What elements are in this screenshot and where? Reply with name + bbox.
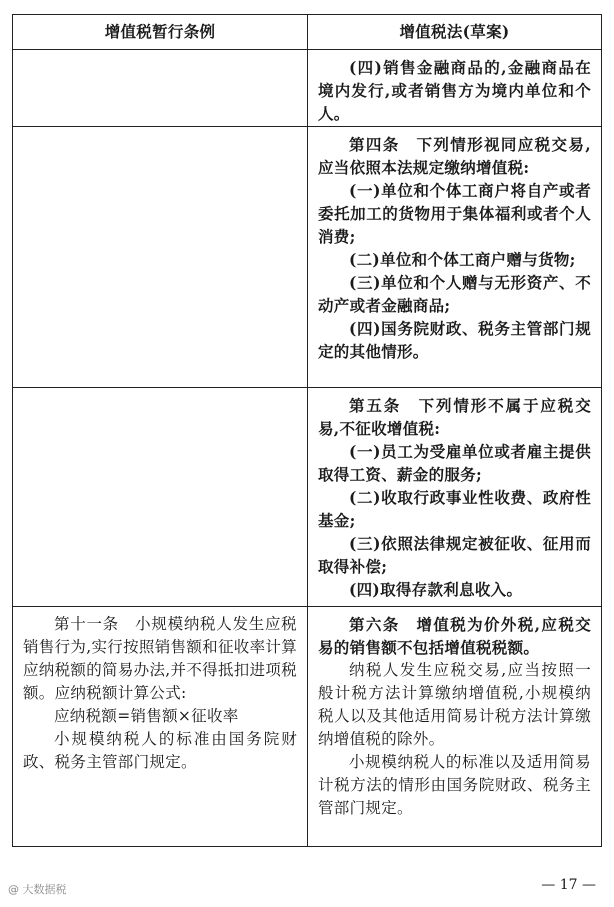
cell-right (307, 50, 601, 126)
page-number: — 17 — (541, 877, 596, 893)
formula: 应纳税额=销售额×征收率 (54, 707, 239, 725)
cell-right (307, 607, 601, 846)
paragraph: (四)销售金融商品的,金融商品在境内发行,或者销售方为境内单位和个人。 (318, 58, 591, 123)
cell-left (13, 607, 307, 846)
header-left: 增值税暂行条例 (104, 22, 216, 41)
table-row (13, 49, 601, 126)
paragraph: (二)单位和个体工商户赠与货物; (349, 250, 576, 269)
watermark: @ 大数据税 (8, 883, 67, 896)
cell-left-empty (13, 127, 307, 387)
table-row (13, 126, 601, 387)
paragraph: (三)依照法律规定被征收、征用而取得补偿; (318, 534, 591, 576)
cell-left-empty (13, 388, 307, 606)
cell-right (307, 388, 601, 606)
table-row (13, 606, 601, 846)
paragraph: (一)员工为受雇单位或者雇主提供取得工资、薪金的服务; (318, 442, 591, 484)
article-11: 第十一条 小规模纳税人发生应税销售行为,实行按照销售额和征收率计算应纳税额的简易办法,并不得抵扣进项税额。应纳税额计算公式: (23, 615, 297, 702)
table-row (13, 387, 601, 606)
article-5-title: 第五条 下列情形不属于应税交易,不征收增值税: (318, 396, 591, 438)
paragraph: (四)取得存款利息收入。 (349, 580, 523, 599)
table-header-row (13, 15, 601, 49)
article-4-title: 第四条 下列情形视同应税交易,应当依照本法规定缴纳增值税: (318, 135, 591, 177)
paragraph: 纳税人发生应税交易,应当按照一般计税方法计算缴纳增值税,小规模纳税人以及其他适用简易计税方法计算缴纳增值税的除外。 (318, 661, 591, 748)
paragraph: (四)国务院财政、税务主管部门规定的其他情形。 (318, 319, 591, 361)
comparison-table (12, 14, 602, 847)
paragraph: (二)收取行政事业性收费、政府性基金; (318, 488, 591, 530)
paragraph: 小规模纳税人的标准由国务院财政、税务主管部门规定。 (23, 730, 297, 771)
paragraph: (一)单位和个体工商户将自产或者委托加工的货物用于集体福利或者个人消费; (318, 181, 591, 246)
paragraph: 小规模纳税人的标准以及适用简易计税方法的情形由国务院财政、税务主管部门规定。 (318, 753, 591, 817)
header-right: 增值税法(草案) (307, 15, 601, 49)
article-6-title: 第六条 增值税为价外税,应税交易的销售额不包括增值税税额。 (318, 615, 591, 657)
cell-right (307, 127, 601, 387)
paragraph: (三)单位和个人赠与无形资产、不动产或者金融商品; (318, 273, 591, 315)
cell-left-empty (13, 50, 307, 126)
